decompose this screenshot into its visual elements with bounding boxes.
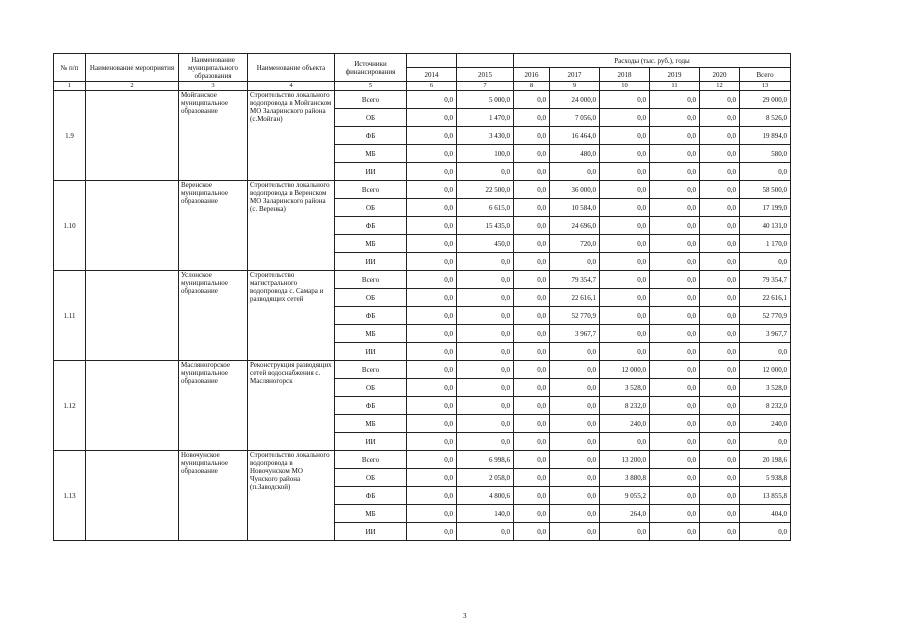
amount-cell: 0,0 [600,523,650,541]
amount-cell: 0,0 [550,379,600,397]
amount-cell: 0,0 [407,271,457,289]
amount-cell: 0,0 [407,127,457,145]
amount-cell: 0,0 [650,415,700,433]
funding-source: Всего [335,271,407,289]
amount-cell: 0,0 [407,307,457,325]
amount-cell: 3 528,0 [600,379,650,397]
amount-cell: 0,0 [700,271,740,289]
amount-cell: 0,0 [457,253,514,271]
amount-cell: 0,0 [457,343,514,361]
amount-cell: 0,0 [700,415,740,433]
column-number: 4 [248,82,335,91]
amount-cell: 0,0 [514,397,550,415]
amount-cell: 0,0 [514,451,550,469]
funding-source: ОБ [335,109,407,127]
amount-cell: 0,0 [700,181,740,199]
amount-cell: 24 696,0 [550,217,600,235]
object-name: Строительство локального водопровода в Новочунском МО Чунского района (п.Заводской) [248,451,335,541]
amount-cell: 0,0 [457,163,514,181]
amount-cell: 0,0 [514,433,550,451]
funding-source: МБ [335,505,407,523]
funding-source: ОБ [335,379,407,397]
funding-source: Всего [335,91,407,109]
amount-cell: 0,0 [457,523,514,541]
funding-source: ОБ [335,289,407,307]
amount-cell: 0,0 [650,163,700,181]
funding-source: ИИ [335,523,407,541]
amount-cell: 0,0 [550,361,600,379]
total-cell: 1 170,0 [740,235,791,253]
amount-cell: 36 000,0 [550,181,600,199]
amount-cell: 0,0 [700,487,740,505]
funding-source: ФБ [335,217,407,235]
measure-name [86,91,179,181]
funding-source: ИИ [335,253,407,271]
amount-cell: 480,0 [550,145,600,163]
amount-cell: 0,0 [700,433,740,451]
amount-cell: 0,0 [514,235,550,253]
amount-cell: 0,0 [650,487,700,505]
column-number: 1 [54,82,86,91]
amount-cell: 0,0 [514,325,550,343]
amount-cell: 0,0 [407,145,457,163]
amount-cell: 0,0 [550,505,600,523]
municipality-name: Масляногорское муниципальное образование [179,361,248,451]
amount-cell: 0,0 [514,109,550,127]
amount-cell: 0,0 [407,397,457,415]
amount-cell: 0,0 [600,325,650,343]
row-number: 1.9 [54,91,86,181]
header-year: 2019 [650,68,700,82]
total-cell: 22 616,1 [740,289,791,307]
amount-cell: 0,0 [650,397,700,415]
amount-cell: 0,0 [514,91,550,109]
total-cell: 20 198,6 [740,451,791,469]
amount-cell: 450,0 [457,235,514,253]
amount-cell: 0,0 [550,415,600,433]
funding-source: ФБ [335,127,407,145]
amount-cell: 0,0 [550,163,600,181]
amount-cell: 0,0 [407,325,457,343]
amount-cell: 0,0 [650,523,700,541]
amount-cell: 0,0 [650,469,700,487]
funding-source: Всего [335,181,407,199]
amount-cell: 0,0 [650,433,700,451]
amount-cell: 0,0 [650,127,700,145]
amount-cell: 0,0 [457,433,514,451]
amount-cell: 0,0 [700,145,740,163]
total-cell: 17 199,0 [740,199,791,217]
total-cell: 0,0 [740,163,791,181]
header-blank [407,54,457,68]
amount-cell: 16 464,0 [550,127,600,145]
amount-cell: 0,0 [407,523,457,541]
amount-cell: 0,0 [514,181,550,199]
amount-cell: 0,0 [700,289,740,307]
table-row [54,361,791,379]
amount-cell: 0,0 [457,325,514,343]
measure-name [86,361,179,451]
amount-cell: 0,0 [514,487,550,505]
amount-cell: 0,0 [407,487,457,505]
amount-cell: 0,0 [650,253,700,271]
amount-cell: 0,0 [457,379,514,397]
amount-cell: 0,0 [600,163,650,181]
column-number: 9 [550,82,600,91]
measure-name [86,451,179,541]
header-blank [457,54,514,68]
amount-cell: 0,0 [514,145,550,163]
row-number: 1.10 [54,181,86,271]
total-cell: 8 526,0 [740,109,791,127]
amount-cell: 264,0 [600,505,650,523]
header-year: 2017 [550,68,600,82]
amount-cell: 0,0 [650,235,700,253]
total-cell: 0,0 [740,523,791,541]
header-num: № п/п [54,54,86,82]
amount-cell: 0,0 [700,343,740,361]
amount-cell: 0,0 [514,271,550,289]
amount-cell: 0,0 [600,433,650,451]
amount-cell: 3 880,8 [600,469,650,487]
amount-cell: 0,0 [650,307,700,325]
amount-cell: 2 058,0 [457,469,514,487]
amount-cell: 0,0 [650,325,700,343]
table-row [54,271,791,289]
amount-cell: 7 056,0 [550,109,600,127]
amount-cell: 0,0 [514,163,550,181]
amount-cell: 0,0 [457,361,514,379]
amount-cell: 22 616,1 [550,289,600,307]
financing-table [53,53,791,541]
amount-cell: 0,0 [514,469,550,487]
amount-cell: 0,0 [600,271,650,289]
amount-cell: 0,0 [650,271,700,289]
amount-cell: 8 232,0 [600,397,650,415]
amount-cell: 720,0 [550,235,600,253]
amount-cell: 0,0 [600,235,650,253]
amount-cell: 0,0 [407,109,457,127]
amount-cell: 0,0 [514,253,550,271]
total-cell: 580,0 [740,145,791,163]
amount-cell: 0,0 [550,433,600,451]
amount-cell: 0,0 [514,361,550,379]
object-name: Реконструкция разводящих сетей водоснабжения с. Масляногорск [248,361,335,451]
amount-cell: 0,0 [600,127,650,145]
row-number: 1.12 [54,361,86,451]
amount-cell: 0,0 [600,307,650,325]
amount-cell: 0,0 [650,343,700,361]
funding-source: МБ [335,145,407,163]
amount-cell: 0,0 [407,379,457,397]
amount-cell: 24 000,0 [550,91,600,109]
total-cell: 29 000,0 [740,91,791,109]
header-year: 2015 [457,68,514,82]
funding-source: ИИ [335,163,407,181]
column-number: 7 [457,82,514,91]
header-measure: Наименование мероприятия [86,54,179,82]
amount-cell: 0,0 [407,235,457,253]
column-number: 13 [740,82,791,91]
amount-cell: 0,0 [407,91,457,109]
amount-cell: 0,0 [514,415,550,433]
amount-cell: 0,0 [514,343,550,361]
amount-cell: 6 615,0 [457,199,514,217]
amount-cell: 3 430,0 [457,127,514,145]
amount-cell: 0,0 [407,469,457,487]
column-number: 5 [335,82,407,91]
amount-cell: 0,0 [407,181,457,199]
amount-cell: 0,0 [700,505,740,523]
total-cell: 58 500,0 [740,181,791,199]
header-year: 2016 [514,68,550,82]
amount-cell: 1 470,0 [457,109,514,127]
amount-cell: 0,0 [650,199,700,217]
amount-cell: 0,0 [600,217,650,235]
amount-cell: 5 000,0 [457,91,514,109]
amount-cell: 0,0 [407,451,457,469]
amount-cell: 9 055,2 [600,487,650,505]
column-number: 10 [600,82,650,91]
amount-cell: 0,0 [514,289,550,307]
amount-cell: 0,0 [700,253,740,271]
amount-cell: 0,0 [514,523,550,541]
amount-cell: 0,0 [600,253,650,271]
amount-cell: 0,0 [407,199,457,217]
total-cell: 8 232,0 [740,397,791,415]
column-number: 3 [179,82,248,91]
amount-cell: 0,0 [550,487,600,505]
amount-cell: 15 435,0 [457,217,514,235]
total-cell: 12 000,0 [740,361,791,379]
amount-cell: 0,0 [514,505,550,523]
amount-cell: 0,0 [550,523,600,541]
funding-source: Всего [335,451,407,469]
row-number: 1.13 [54,451,86,541]
amount-cell: 0,0 [407,163,457,181]
funding-source: ИИ [335,433,407,451]
amount-cell: 0,0 [700,127,740,145]
amount-cell: 0,0 [457,271,514,289]
funding-source: Всего [335,361,407,379]
amount-cell: 0,0 [700,397,740,415]
amount-cell: 140,0 [457,505,514,523]
column-number: 12 [700,82,740,91]
table-row [54,91,791,109]
funding-source: ФБ [335,487,407,505]
amount-cell: 0,0 [700,379,740,397]
amount-cell: 0,0 [407,253,457,271]
amount-cell: 13 200,0 [600,451,650,469]
amount-cell: 6 998,6 [457,451,514,469]
total-cell: 3 528,0 [740,379,791,397]
header-mo: Наименование муниципального образования [179,54,248,82]
column-number: 11 [650,82,700,91]
total-cell: 40 131,0 [740,217,791,235]
municipality-name: Новочунское муниципальное образование [179,451,248,541]
amount-cell: 12 000,0 [600,361,650,379]
object-name: Строительство локального водопровода в Веренском МО Заларинского района (с. Веренка) [248,181,335,271]
amount-cell: 0,0 [407,361,457,379]
amount-cell: 0,0 [407,433,457,451]
measure-name [86,271,179,361]
amount-cell: 100,0 [457,145,514,163]
funding-source: МБ [335,325,407,343]
amount-cell: 0,0 [650,379,700,397]
amount-cell: 240,0 [600,415,650,433]
object-name: Строительство локального водопровода в Мойганском МО Заларинского района (с.Мойган) [248,91,335,181]
amount-cell: 0,0 [650,289,700,307]
amount-cell: 0,0 [600,289,650,307]
amount-cell: 0,0 [700,235,740,253]
amount-cell: 10 584,0 [550,199,600,217]
amount-cell: 52 770,9 [550,307,600,325]
amount-cell: 0,0 [407,343,457,361]
amount-cell: 0,0 [514,307,550,325]
amount-cell: 0,0 [700,217,740,235]
amount-cell: 22 500,0 [457,181,514,199]
measure-name [86,181,179,271]
header-year: 2018 [600,68,650,82]
amount-cell: 0,0 [650,91,700,109]
table-row [54,451,791,469]
amount-cell: 0,0 [550,469,600,487]
column-number: 6 [407,82,457,91]
amount-cell: 0,0 [650,505,700,523]
amount-cell: 0,0 [650,451,700,469]
amount-cell: 0,0 [600,199,650,217]
amount-cell: 3 967,7 [550,325,600,343]
municipality-name: Мойганское муниципальное образование [179,91,248,181]
header-source: Источники финансирования [335,54,407,82]
amount-cell: 0,0 [550,343,600,361]
column-number: 2 [86,82,179,91]
amount-cell: 0,0 [700,469,740,487]
header-year: 2020 [700,68,740,82]
amount-cell: 0,0 [550,253,600,271]
header-year: 2014 [407,68,457,82]
amount-cell: 0,0 [700,91,740,109]
amount-cell: 0,0 [514,199,550,217]
funding-source: МБ [335,235,407,253]
funding-source: ИИ [335,343,407,361]
total-cell: 240,0 [740,415,791,433]
amount-cell: 0,0 [600,181,650,199]
page-number: 3 [463,612,467,620]
header-expenses: Расходы (тыс. руб.), годы [514,54,791,68]
amount-cell: 0,0 [650,109,700,127]
municipality-name: Веренское муниципальное образование [179,181,248,271]
amount-cell: 0,0 [700,199,740,217]
funding-source: ОБ [335,469,407,487]
amount-cell: 0,0 [600,145,650,163]
column-number: 8 [514,82,550,91]
municipality-name: Услонское муниципальное образование [179,271,248,361]
amount-cell: 0,0 [550,451,600,469]
amount-cell: 0,0 [700,307,740,325]
total-cell: 5 938,8 [740,469,791,487]
total-cell: 0,0 [740,343,791,361]
amount-cell: 0,0 [700,109,740,127]
total-cell: 3 967,7 [740,325,791,343]
total-cell: 52 770,9 [740,307,791,325]
funding-source: ОБ [335,199,407,217]
amount-cell: 0,0 [600,91,650,109]
row-number: 1.11 [54,271,86,361]
amount-cell: 0,0 [600,109,650,127]
funding-source: ФБ [335,307,407,325]
funding-source: МБ [335,415,407,433]
header-total: Всего [740,68,791,82]
funding-source: ФБ [335,397,407,415]
amount-cell: 0,0 [457,397,514,415]
total-cell: 79 354,7 [740,271,791,289]
amount-cell: 0,0 [457,415,514,433]
amount-cell: 0,0 [514,217,550,235]
total-cell: 0,0 [740,253,791,271]
amount-cell: 0,0 [700,361,740,379]
object-name: Строительство магистрального водопровода с. Самара и разводящих сетей [248,271,335,361]
total-cell: 19 894,0 [740,127,791,145]
total-cell: 404,0 [740,505,791,523]
amount-cell: 0,0 [700,523,740,541]
amount-cell: 79 354,7 [550,271,600,289]
amount-cell: 0,0 [407,505,457,523]
amount-cell: 0,0 [600,343,650,361]
amount-cell: 4 800,6 [457,487,514,505]
amount-cell: 0,0 [650,145,700,163]
amount-cell: 0,0 [407,415,457,433]
header-object: Наименование объекта [248,54,335,82]
amount-cell: 0,0 [407,217,457,235]
amount-cell: 0,0 [457,289,514,307]
amount-cell: 0,0 [650,217,700,235]
total-cell: 13 855,8 [740,487,791,505]
total-cell: 0,0 [740,433,791,451]
amount-cell: 0,0 [514,127,550,145]
amount-cell: 0,0 [457,307,514,325]
amount-cell: 0,0 [407,289,457,307]
amount-cell: 0,0 [514,379,550,397]
amount-cell: 0,0 [700,163,740,181]
table-row [54,181,791,199]
amount-cell: 0,0 [700,325,740,343]
amount-cell: 0,0 [550,397,600,415]
amount-cell: 0,0 [650,361,700,379]
amount-cell: 0,0 [650,181,700,199]
amount-cell: 0,0 [700,451,740,469]
